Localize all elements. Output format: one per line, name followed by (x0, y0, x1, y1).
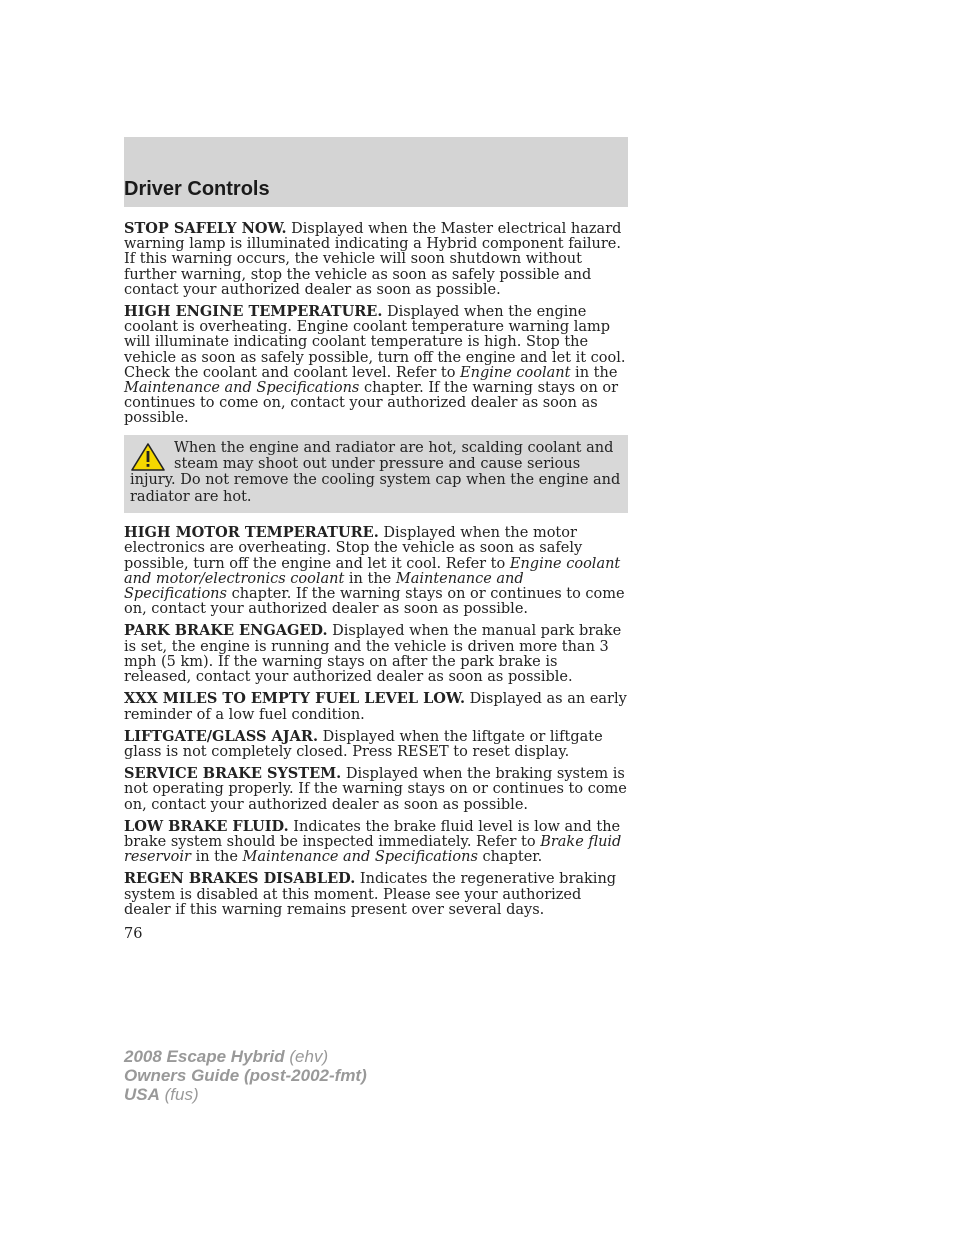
message-heading: HIGH MOTOR TEMPERATURE. (124, 524, 379, 542)
body-text: Indicates the regenerative braking system is disabled at this moment. Please see your authorized dealer if this warning remains present over several days. (124, 871, 617, 918)
footer-line-2 (124, 1066, 367, 1085)
footer-market: USA (124, 1085, 160, 1104)
page-content (124, 221, 628, 924)
reference-text: Brake fluid reservoir (124, 833, 622, 866)
footer-model: 2008 Escape Hybrid (124, 1047, 285, 1066)
footer-line-3 (124, 1085, 367, 1104)
body-text: chapter. If the warning stays on or continues to come on, contact your authorized dealer as soon as possible. (124, 586, 625, 618)
body-text: in the (570, 364, 618, 381)
warning-message-paragraph (124, 871, 628, 918)
body-text: Displayed when the manual park brake is set, the engine is running and the vehicle is driven more than 3 mph (5 km). If the warning stays on after the park brake is released, contact your authorized dealer as soon as possible. (124, 623, 622, 686)
footer-market-code: (fus) (159, 1085, 199, 1104)
reference-text: Maintenance and Specifications (124, 380, 360, 397)
message-heading: LOW BRAKE FLUID. (124, 817, 289, 835)
warning-message-paragraph (124, 819, 628, 866)
message-heading: LIFTGATE/GLASS AJAR. (124, 727, 319, 745)
page-number: 76 (124, 926, 143, 942)
body-text: in the (190, 849, 243, 866)
body-text: Indicates the brake fluid level is low and the brake system should be inspected immediately. Refer to (124, 818, 621, 850)
body-text: Displayed when the engine coolant is overheating. Engine coolant temperature warning lamp will illuminate indicating coolant temperature is high. Stop the vehicle as soon as safely possible, turn off the engine and let it cool. Check the coolant and coolant level. Refer to (124, 304, 626, 381)
reference-text: Engine coolant and motor/electronics coolant (124, 555, 621, 587)
reference-text: Engine coolant (460, 364, 571, 381)
warning-triangle-icon (130, 442, 166, 472)
message-heading: SERVICE BRAKE SYSTEM. (124, 765, 342, 783)
body-text: Displayed when the Master electrical hazard warning lamp is illuminated indicating a Hybrid component failure. If this warning occurs, the vehicle will soon shutdown without further warning, stop the vehicle as soon as safely possible and contact your authorized dealer as soon as possible. (124, 221, 622, 298)
warning-message-paragraph (124, 525, 628, 617)
body-text: Displayed when the motor electronics are overheating. Stop the vehicle as soon as safely possible, turn off the engine and let it cool. Refer to (124, 525, 583, 572)
reference-text: Maintenance and Specifications (242, 849, 478, 866)
reference-text: Maintenance and Specifications (124, 570, 524, 603)
message-heading: REGEN BRAKES DISABLED. (124, 870, 356, 888)
message-heading: XXX MILES TO EMPTY FUEL LEVEL LOW. (124, 690, 465, 708)
paragraph-group-2 (124, 525, 628, 918)
warning-message-paragraph (124, 691, 628, 722)
section-header (124, 137, 628, 207)
body-text: Displayed when the braking system is not operating properly. If the warning stays on or continues to come on, contact your authorized dealer as soon as possible. (124, 766, 627, 813)
warning-message-paragraph (124, 766, 628, 813)
body-text: in the (344, 570, 396, 587)
document-footer (124, 1047, 367, 1104)
body-text: chapter. (477, 849, 543, 866)
message-heading: PARK BRAKE ENGAGED. (124, 622, 328, 640)
warning-message-paragraph (124, 623, 628, 685)
warning-message-paragraph (124, 304, 628, 427)
message-heading: STOP SAFELY NOW. (124, 220, 287, 237)
footer-model-code: (ehv) (284, 1047, 329, 1066)
warning-box (124, 435, 628, 514)
body-text: Displayed as an early reminder of a low fuel condition. (124, 691, 627, 723)
message-heading: HIGH ENGINE TEMPERATURE. (124, 303, 383, 321)
section-title: Driver Controls (124, 178, 270, 200)
body-text: Displayed when the liftgate or liftgate glass is not completely closed. Press RESET to reset display. (124, 728, 603, 760)
body-text: chapter. If the warning stays on or continues to come on, contact your authorized dealer as soon as possible. (124, 380, 619, 427)
warning-text: When the engine and radiator are hot, scalding coolant and steam may shoot out under pressure and cause serious injury. Do not remove the cooling system cap when the engine and radiator are hot. (130, 439, 621, 505)
footer-line-1 (124, 1047, 367, 1066)
warning-message-paragraph (124, 729, 628, 760)
warning-message-paragraph (124, 221, 628, 298)
footer-guide: Owners Guide (post-2002-fmt) (124, 1066, 367, 1085)
paragraph-group-1 (124, 221, 628, 427)
